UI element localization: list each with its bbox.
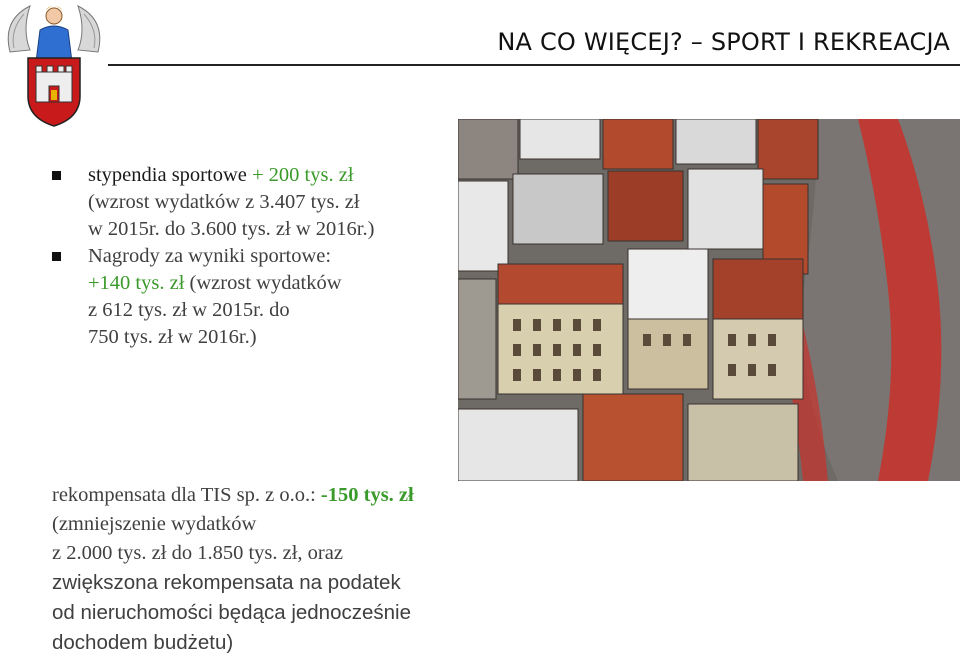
title-divider	[108, 64, 960, 66]
bullet-label: stypendia sportowe	[88, 164, 247, 186]
paragraph-amount: -150 tys. zł	[320, 484, 414, 506]
bullet-detail-line: w 2015r. do 3.600 tys. zł w 2016r.)	[88, 218, 375, 240]
paragraph-rest: (zmniejszenie wydatków	[52, 513, 257, 535]
paragraph-line: z 2.000 tys. zł do 1.850 tys. zł, oraz	[52, 542, 343, 564]
bullet-item-scholarships	[52, 162, 412, 243]
square-bullet-icon	[52, 252, 61, 261]
paragraph-line: zwiększona rekompensata na podatek	[52, 571, 401, 594]
coat-of-arms-logo	[0, 0, 108, 128]
bullet-amount: + 200 tys. zł	[251, 164, 354, 186]
bullet-amount: +140 tys. zł	[88, 272, 185, 294]
paragraph-line: dochodem budżetu)	[52, 631, 234, 654]
square-bullet-icon	[52, 171, 61, 180]
aerial-town-run-photo	[458, 119, 960, 481]
paragraph-intro: rekompensata dla TIS sp. z o.o.:	[52, 484, 321, 506]
bullet-detail-line: 750 tys. zł w 2016r.)	[88, 326, 257, 348]
bullet-list	[52, 162, 412, 351]
page-title: NA CO WIĘCEJ? – SPORT I REKREACJA	[497, 28, 950, 56]
bullet-detail-line: z 612 tys. zł w 2015r. do	[88, 299, 290, 321]
paragraph-line: od nieruchomości będąca jednocześnie	[52, 601, 411, 624]
bullet-detail-line: (wzrost wydatków	[189, 272, 342, 294]
bullet-label: Nagrody za wyniki sportowe:	[88, 245, 332, 267]
bullet-detail-line: (wzrost wydatków z 3.407 tys. zł	[88, 191, 360, 213]
tis-compensation-paragraph	[52, 481, 432, 658]
bullet-item-awards	[52, 243, 412, 351]
